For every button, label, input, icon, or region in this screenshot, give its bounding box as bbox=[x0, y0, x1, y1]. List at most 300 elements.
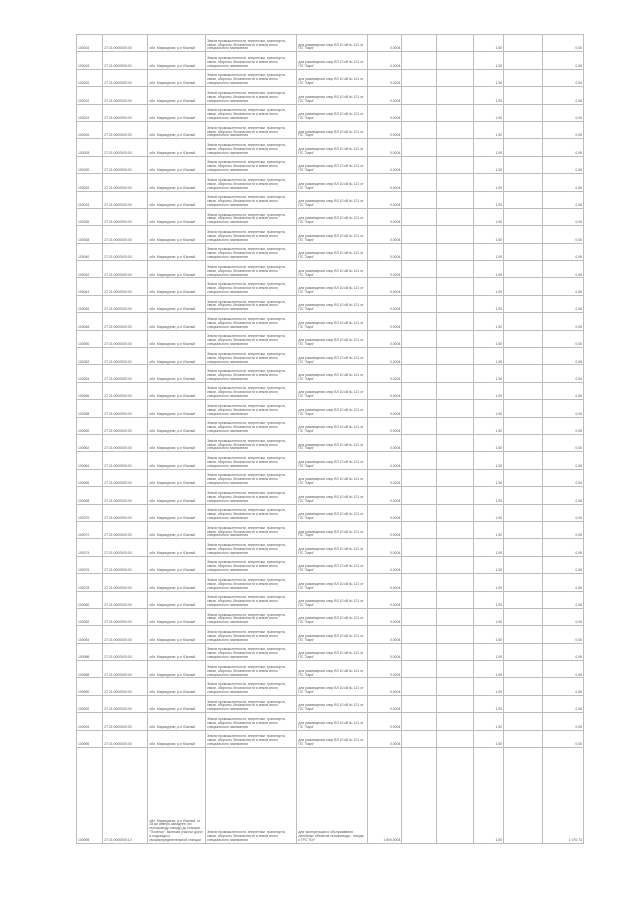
row-number-cell: 100054 bbox=[77, 365, 103, 382]
value-cell: 0,06 bbox=[542, 730, 583, 747]
address-cell: обл. Марикурган, р-н Южный bbox=[148, 487, 206, 504]
area-cell: 0,0004 bbox=[367, 69, 402, 86]
rate-cell: 1,50 bbox=[473, 104, 503, 121]
rate-cell: 1,50 bbox=[473, 52, 503, 69]
row-number-cell: 100080 bbox=[77, 591, 103, 608]
address-cell: обл. Марикурган, р-н Южный bbox=[148, 626, 206, 643]
row-number-cell: 100024 bbox=[77, 104, 103, 121]
land-category-cell: Земли промышленности, энергетики, транспорта, связи, обороны, безопасности и земли иного специального назначения bbox=[206, 278, 297, 295]
permitted-use-cell: для размещения опор ВЛ 10 кВ № 121 от ПС "Заря" bbox=[297, 661, 367, 678]
empty-cell bbox=[402, 348, 437, 365]
empty-cell bbox=[402, 539, 437, 556]
rate-cell: 1,50 bbox=[473, 521, 503, 538]
land-category-cell: Земли промышленности, энергетики, транспорта, связи, обороны, безопасности и земли иного специального назначения bbox=[206, 452, 297, 469]
row-number-cell: 100040 bbox=[77, 243, 103, 260]
address-cell: обл. Марикурган, р-н Южный bbox=[148, 434, 206, 451]
empty-cell bbox=[402, 382, 437, 399]
empty-cell bbox=[504, 382, 543, 399]
cadastral-number-cell: 27:21:0000000:00 bbox=[103, 695, 148, 712]
address-cell: обл. Марикурган, р-н Южный bbox=[148, 191, 206, 208]
empty-cell bbox=[402, 591, 437, 608]
row-number-cell: 100028 bbox=[77, 139, 103, 156]
rate-cell: 1,50 bbox=[473, 87, 503, 104]
empty-cell bbox=[504, 487, 543, 504]
empty-cell bbox=[504, 35, 543, 52]
row-number-cell: 100026 bbox=[77, 121, 103, 138]
value-cell: 0,06 bbox=[542, 556, 583, 573]
empty-cell bbox=[402, 208, 437, 225]
row-number-cell: 100094 bbox=[77, 713, 103, 730]
empty-cell bbox=[436, 713, 473, 730]
cadastral-number-cell: 27:21:0000000:00 bbox=[103, 626, 148, 643]
row-number-cell: 100044 bbox=[77, 278, 103, 295]
empty-cell bbox=[504, 556, 543, 573]
value-cell: 0,06 bbox=[542, 574, 583, 591]
address-cell: обл. Марикурган, р-н Южный bbox=[148, 330, 206, 347]
cadastral-number-cell: 27:21:0000000:00 bbox=[103, 382, 148, 399]
permitted-use-cell: для размещения опор ВЛ 10 кВ № 121 от ПС "Заря" bbox=[297, 191, 367, 208]
value-cell: 0,06 bbox=[542, 591, 583, 608]
empty-cell bbox=[504, 156, 543, 173]
area-cell: 0,0004 bbox=[367, 643, 402, 660]
empty-cell bbox=[504, 469, 543, 486]
cadastral-number-cell: 27:21:0000000:00 bbox=[103, 278, 148, 295]
table-row bbox=[77, 487, 584, 504]
rate-cell: 1,50 bbox=[473, 121, 503, 138]
empty-cell bbox=[504, 365, 543, 382]
address-cell: обл. Марикурган, р-н Южный bbox=[148, 35, 206, 52]
table-row bbox=[77, 626, 584, 643]
empty-cell bbox=[402, 434, 437, 451]
cadastral-number-cell: 27:21:0000000:00 bbox=[103, 330, 148, 347]
empty-cell bbox=[402, 643, 437, 660]
value-cell: 0,06 bbox=[542, 313, 583, 330]
area-cell: 0,0004 bbox=[367, 417, 402, 434]
value-cell: 0,06 bbox=[542, 504, 583, 521]
land-category-cell: Земли промышленности, энергетики, транспорта, связи, обороны, безопасности и земли иного специального назначения bbox=[206, 591, 297, 608]
row-number-cell: 100050 bbox=[77, 330, 103, 347]
row-number-cell: 100088 bbox=[77, 661, 103, 678]
row-number-cell: 100070 bbox=[77, 504, 103, 521]
permitted-use-cell: для размещения опор ВЛ 10 кВ № 121 от ПС "Заря" bbox=[297, 313, 367, 330]
empty-cell bbox=[402, 626, 437, 643]
permitted-use-cell: для размещения опор ВЛ 10 кВ № 121 от ПС "Заря" bbox=[297, 643, 367, 660]
land-category-cell: Земли промышленности, энергетики, транспорта, связи, обороны, безопасности и земли иного специального назначения bbox=[206, 574, 297, 591]
empty-cell bbox=[436, 417, 473, 434]
permitted-use-cell: для размещения опор ВЛ 10 кВ № 121 от ПС "Заря" bbox=[297, 35, 367, 52]
value-cell: 0,06 bbox=[542, 87, 583, 104]
empty-cell bbox=[504, 417, 543, 434]
value-cell: 0,06 bbox=[542, 365, 583, 382]
table-row bbox=[77, 574, 584, 591]
empty-cell bbox=[504, 348, 543, 365]
empty-cell bbox=[436, 243, 473, 260]
permitted-use-cell: для размещения опор ВЛ 10 кВ № 121 от ПС "Заря" bbox=[297, 69, 367, 86]
row-number-cell: 100036 bbox=[77, 208, 103, 225]
rate-cell: 1,50 bbox=[473, 69, 503, 86]
area-cell: 1 600,0004 bbox=[367, 748, 402, 844]
rate-cell: 1,50 bbox=[473, 261, 503, 278]
table-row bbox=[77, 174, 584, 191]
area-cell: 0,0004 bbox=[367, 713, 402, 730]
table-row bbox=[77, 330, 584, 347]
cadastral-number-cell: 27:21:0000000:00 bbox=[103, 295, 148, 312]
empty-cell bbox=[436, 174, 473, 191]
table-row bbox=[77, 313, 584, 330]
cadastral-number-cell: 27:21:0000000:00 bbox=[103, 730, 148, 747]
row-number-cell: 100038 bbox=[77, 226, 103, 243]
area-cell: 0,0004 bbox=[367, 35, 402, 52]
land-category-cell: Земли промышленности, энергетики, транспорта, связи, обороны, безопасности и земли иного специального назначения bbox=[206, 504, 297, 521]
land-category-cell: Земли промышленности, энергетики, транспорта, связи, обороны, безопасности и земли иного специального назначения bbox=[206, 730, 297, 747]
rate-cell: 1,50 bbox=[473, 382, 503, 399]
area-cell: 0,0004 bbox=[367, 678, 402, 695]
empty-cell bbox=[436, 313, 473, 330]
rate-cell: 1,50 bbox=[473, 678, 503, 695]
empty-cell bbox=[504, 521, 543, 538]
empty-cell bbox=[436, 591, 473, 608]
area-cell: 0,0004 bbox=[367, 504, 402, 521]
value-cell: 0,06 bbox=[542, 191, 583, 208]
empty-cell bbox=[504, 539, 543, 556]
rate-cell: 1,50 bbox=[473, 643, 503, 660]
land-category-cell: Земли промышленности, энергетики, транспорта, связи, обороны, безопасности и земли иного специального назначения bbox=[206, 174, 297, 191]
address-cell: обл. Марикурган, р-н Южный bbox=[148, 174, 206, 191]
row-number-cell: 100056 bbox=[77, 382, 103, 399]
empty-cell bbox=[402, 469, 437, 486]
rate-cell: 1,50 bbox=[473, 695, 503, 712]
permitted-use-cell: для размещения опор ВЛ 10 кВ № 121 от ПС "Заря" bbox=[297, 695, 367, 712]
cadastral-number-cell: 27:21:0000000:00 bbox=[103, 678, 148, 695]
cadastral-number-cell: 27:21:0000000:00 bbox=[103, 643, 148, 660]
empty-cell bbox=[504, 434, 543, 451]
land-category-cell: Земли промышленности, энергетики, транспорта, связи, обороны, безопасности и земли иного специального назначения bbox=[206, 608, 297, 625]
table-row bbox=[77, 521, 584, 538]
row-number-cell: 100060 bbox=[77, 417, 103, 434]
land-category-cell: Земли промышленности, энергетики, транспорта, связи, обороны, безопасности и земли иного специального назначения bbox=[206, 104, 297, 121]
address-cell: обл. Марикурган, р-н Южный bbox=[148, 121, 206, 138]
rate-cell: 1,50 bbox=[473, 626, 503, 643]
address-cell: обл. Марикурган, р-н Южный bbox=[148, 643, 206, 660]
cadastral-number-cell: 27:21:0000000:00 bbox=[103, 591, 148, 608]
area-cell: 0,0004 bbox=[367, 487, 402, 504]
table-row bbox=[77, 695, 584, 712]
permitted-use-cell: для размещения опор ВЛ 10 кВ № 121 от ПС "Заря" bbox=[297, 556, 367, 573]
empty-cell bbox=[504, 713, 543, 730]
empty-cell bbox=[402, 330, 437, 347]
empty-cell bbox=[402, 365, 437, 382]
row-number-cell: 100042 bbox=[77, 261, 103, 278]
table-row bbox=[77, 52, 584, 69]
empty-cell bbox=[436, 643, 473, 660]
land-category-cell: Земли промышленности, энергетики, транспорта, связи, обороны, безопасности и земли иного специального назначения bbox=[206, 539, 297, 556]
row-number-cell: 100032 bbox=[77, 174, 103, 191]
row-number-cell: 100062 bbox=[77, 434, 103, 451]
row-number-cell: 100096 bbox=[77, 730, 103, 747]
empty-cell bbox=[402, 487, 437, 504]
empty-cell bbox=[504, 174, 543, 191]
permitted-use-cell: для размещения опор ВЛ 10 кВ № 121 от ПС "Заря" bbox=[297, 121, 367, 138]
empty-cell bbox=[504, 139, 543, 156]
land-category-cell: Земли промышленности, энергетики, транспорта, связи, обороны, безопасности и земли иного специального назначения bbox=[206, 417, 297, 434]
empty-cell bbox=[436, 539, 473, 556]
empty-cell bbox=[436, 469, 473, 486]
area-cell: 0,0004 bbox=[367, 556, 402, 573]
address-cell: обл. Марикурган, р-н Южный bbox=[148, 208, 206, 225]
value-cell: 0,06 bbox=[542, 469, 583, 486]
address-cell: обл. Марикурган, р-н Южный bbox=[148, 87, 206, 104]
empty-cell bbox=[436, 156, 473, 173]
empty-cell bbox=[504, 330, 543, 347]
empty-cell bbox=[504, 243, 543, 260]
value-cell: 0,06 bbox=[542, 261, 583, 278]
rate-cell: 1,50 bbox=[473, 730, 503, 747]
row-number-cell: 100078 bbox=[77, 574, 103, 591]
empty-cell bbox=[436, 87, 473, 104]
row-number-cell: 100090 bbox=[77, 678, 103, 695]
empty-cell bbox=[436, 730, 473, 747]
table-row bbox=[77, 539, 584, 556]
row-number-cell: 100064 bbox=[77, 452, 103, 469]
rate-cell: 1,50 bbox=[473, 278, 503, 295]
area-cell: 0,0004 bbox=[367, 608, 402, 625]
empty-cell bbox=[402, 504, 437, 521]
cadastral-number-cell: 27:21:0000000:00 bbox=[103, 104, 148, 121]
empty-cell bbox=[504, 608, 543, 625]
empty-cell bbox=[504, 695, 543, 712]
empty-cell bbox=[504, 208, 543, 225]
value-cell: 0,06 bbox=[542, 330, 583, 347]
value-cell: 0,06 bbox=[542, 35, 583, 52]
land-category-cell: Земли промышленности, энергетики, транспорта, связи, обороны, безопасности и земли иного специального назначения bbox=[206, 469, 297, 486]
empty-cell bbox=[504, 261, 543, 278]
permitted-use-cell: для размещения опор ВЛ 10 кВ № 121 от ПС "Заря" bbox=[297, 713, 367, 730]
permitted-use-cell: для размещения опор ВЛ 10 кВ № 121 от ПС "Заря" bbox=[297, 278, 367, 295]
row-number-cell: 100018 bbox=[77, 52, 103, 69]
land-register-body bbox=[77, 35, 584, 844]
permitted-use-cell: для размещения опор ВЛ 10 кВ № 121 от ПС "Заря" bbox=[297, 400, 367, 417]
permitted-use-cell: для размещения опор ВЛ 10 кВ № 121 от ПС "Заря" bbox=[297, 243, 367, 260]
value-cell: 0,06 bbox=[542, 121, 583, 138]
rate-cell: 1,50 bbox=[473, 556, 503, 573]
permitted-use-cell: для размещения опор ВЛ 10 кВ № 121 от ПС "Заря" bbox=[297, 434, 367, 451]
area-cell: 0,0004 bbox=[367, 695, 402, 712]
land-category-cell: Земли промышленности, энергетики, транспорта, связи, обороны, безопасности и земли иного специального назначения bbox=[206, 330, 297, 347]
table-row bbox=[77, 295, 584, 312]
permitted-use-cell: для размещения опор ВЛ 10 кВ № 121 от ПС "Заря" bbox=[297, 608, 367, 625]
empty-cell bbox=[436, 348, 473, 365]
empty-cell bbox=[402, 261, 437, 278]
table-row bbox=[77, 87, 584, 104]
address-cell: обл. Марикурган, р-н Южный, от 28 км северо-западнее (по газопроводу-отводу) до станции "Поселок", включая участки дорог и подъезды к газораспределительной станции bbox=[148, 748, 206, 844]
empty-cell bbox=[402, 278, 437, 295]
value-cell: 0,06 bbox=[542, 626, 583, 643]
empty-cell bbox=[436, 574, 473, 591]
empty-cell bbox=[504, 87, 543, 104]
empty-cell bbox=[436, 556, 473, 573]
rate-cell: 1,50 bbox=[473, 295, 503, 312]
value-cell: 0,06 bbox=[542, 539, 583, 556]
table-row bbox=[77, 35, 584, 52]
permitted-use-cell: для размещения опор ВЛ 10 кВ № 121 от ПС "Заря" bbox=[297, 417, 367, 434]
empty-cell bbox=[504, 278, 543, 295]
rate-cell: 1,50 bbox=[473, 748, 503, 844]
land-category-cell: Земли промышленности, энергетики, транспорта, связи, обороны, безопасности и земли иного специального назначения bbox=[206, 226, 297, 243]
table-row bbox=[77, 365, 584, 382]
value-cell: 0,06 bbox=[542, 434, 583, 451]
rate-cell: 1,50 bbox=[473, 574, 503, 591]
permitted-use-cell: для размещения опор ВЛ 10 кВ № 121 от ПС "Заря" bbox=[297, 382, 367, 399]
permitted-use-cell: для размещения опор ВЛ 10 кВ № 121 от ПС "Заря" bbox=[297, 226, 367, 243]
row-number-cell: 100020 bbox=[77, 69, 103, 86]
table-row bbox=[77, 382, 584, 399]
land-category-cell: Земли промышленности, энергетики, транспорта, связи, обороны, безопасности и земли иного специального назначения bbox=[206, 35, 297, 52]
empty-cell bbox=[436, 661, 473, 678]
cadastral-number-cell: 27:21:0000000:10 bbox=[103, 748, 148, 844]
area-cell: 0,0004 bbox=[367, 87, 402, 104]
land-category-cell: Земли промышленности, энергетики, транспорта, связи, обороны, безопасности и земли иного специального назначения bbox=[206, 243, 297, 260]
empty-cell bbox=[436, 104, 473, 121]
row-number-cell: 100066 bbox=[77, 469, 103, 486]
value-cell: 0,06 bbox=[542, 452, 583, 469]
table-row bbox=[77, 156, 584, 173]
area-cell: 0,0004 bbox=[367, 156, 402, 173]
address-cell: обл. Марикурган, р-н Южный bbox=[148, 313, 206, 330]
row-number-cell: 100034 bbox=[77, 191, 103, 208]
land-category-cell: Земли промышленности, энергетики, транспорта, связи, обороны, безопасности и земли иного специального назначения bbox=[206, 626, 297, 643]
area-cell: 0,0004 bbox=[367, 365, 402, 382]
empty-cell bbox=[436, 261, 473, 278]
row-number-cell: 100098 bbox=[77, 748, 103, 844]
empty-cell bbox=[402, 521, 437, 538]
area-cell: 0,0004 bbox=[367, 591, 402, 608]
row-number-cell: 100072 bbox=[77, 521, 103, 538]
permitted-use-cell: для размещения опор ВЛ 10 кВ № 121 от ПС "Заря" bbox=[297, 487, 367, 504]
empty-cell bbox=[402, 661, 437, 678]
rate-cell: 1,50 bbox=[473, 487, 503, 504]
empty-cell bbox=[402, 313, 437, 330]
value-cell: 0,06 bbox=[542, 295, 583, 312]
empty-cell bbox=[504, 678, 543, 695]
land-category-cell: Земли промышленности, энергетики, транспорта, связи, обороны, безопасности и земли иного специального назначения bbox=[206, 261, 297, 278]
cadastral-number-cell: 27:21:0000000:00 bbox=[103, 713, 148, 730]
cadastral-number-cell: 27:21:0000000:00 bbox=[103, 608, 148, 625]
cadastral-number-cell: 27:21:0000000:00 bbox=[103, 574, 148, 591]
empty-cell bbox=[504, 661, 543, 678]
address-cell: обл. Марикурган, р-н Южный bbox=[148, 417, 206, 434]
table-row bbox=[77, 452, 584, 469]
cadastral-number-cell: 27:21:0000000:00 bbox=[103, 556, 148, 573]
cadastral-number-cell: 27:21:0000000:00 bbox=[103, 452, 148, 469]
value-cell: 0,06 bbox=[542, 174, 583, 191]
cadastral-number-cell: 27:21:0000000:00 bbox=[103, 87, 148, 104]
empty-cell bbox=[402, 52, 437, 69]
empty-cell bbox=[402, 156, 437, 173]
empty-cell bbox=[504, 121, 543, 138]
table-row bbox=[77, 608, 584, 625]
table-row bbox=[77, 730, 584, 747]
rate-cell: 1,50 bbox=[473, 191, 503, 208]
land-category-cell: Земли промышленности, энергетики, транспорта, связи, обороны, безопасности и земли иного специального назначения bbox=[206, 52, 297, 69]
empty-cell bbox=[436, 330, 473, 347]
register-sheet bbox=[76, 34, 584, 844]
table-row bbox=[77, 69, 584, 86]
address-cell: обл. Марикурган, р-н Южный bbox=[148, 661, 206, 678]
empty-cell bbox=[504, 504, 543, 521]
row-number-cell: 100048 bbox=[77, 313, 103, 330]
rate-cell: 1,50 bbox=[473, 330, 503, 347]
table-row bbox=[77, 469, 584, 486]
cadastral-number-cell: 27:21:0000000:00 bbox=[103, 208, 148, 225]
empty-cell bbox=[436, 382, 473, 399]
rate-cell: 1,50 bbox=[473, 434, 503, 451]
address-cell: обл. Марикурган, р-н Южный bbox=[148, 521, 206, 538]
table-row bbox=[77, 348, 584, 365]
value-cell: 0,06 bbox=[542, 695, 583, 712]
empty-cell bbox=[436, 121, 473, 138]
rate-cell: 1,50 bbox=[473, 400, 503, 417]
address-cell: обл. Марикурган, р-н Южный bbox=[148, 69, 206, 86]
cadastral-number-cell: 27:21:0000000:00 bbox=[103, 469, 148, 486]
value-cell: 0,06 bbox=[542, 608, 583, 625]
empty-cell bbox=[504, 626, 543, 643]
address-cell: обл. Марикурган, р-н Южный bbox=[148, 139, 206, 156]
table-row bbox=[77, 661, 584, 678]
row-number-cell: 100086 bbox=[77, 643, 103, 660]
area-cell: 0,0004 bbox=[367, 348, 402, 365]
address-cell: обл. Марикурган, р-н Южный bbox=[148, 556, 206, 573]
cadastral-number-cell: 27:21:0000000:00 bbox=[103, 52, 148, 69]
empty-cell bbox=[436, 295, 473, 312]
value-cell: 0,06 bbox=[542, 104, 583, 121]
value-cell: 0,06 bbox=[542, 661, 583, 678]
permitted-use-cell: для размещения опор ВЛ 10 кВ № 121 от ПС "Заря" bbox=[297, 678, 367, 695]
land-category-cell: Земли промышленности, энергетики, транспорта, связи, обороны, безопасности и земли иного специального назначения bbox=[206, 643, 297, 660]
empty-cell bbox=[436, 452, 473, 469]
empty-cell bbox=[402, 139, 437, 156]
empty-cell bbox=[436, 400, 473, 417]
empty-cell bbox=[436, 626, 473, 643]
land-category-cell: Земли промышленности, энергетики, транспорта, связи, обороны, безопасности и земли иного специального назначения bbox=[206, 695, 297, 712]
empty-cell bbox=[402, 35, 437, 52]
area-cell: 0,0004 bbox=[367, 313, 402, 330]
land-category-cell: Земли промышленности, энергетики, транспорта, связи, обороны, безопасности и земли иного специального назначения bbox=[206, 156, 297, 173]
rate-cell: 1,50 bbox=[473, 139, 503, 156]
row-number-cell: 100052 bbox=[77, 348, 103, 365]
permitted-use-cell: для размещения опор ВЛ 10 кВ № 121 от ПС "Заря" bbox=[297, 261, 367, 278]
table-row bbox=[77, 400, 584, 417]
land-category-cell: Земли промышленности, энергетики, транспорта, связи, обороны, безопасности и земли иного специального назначения bbox=[206, 191, 297, 208]
value-cell: 0,06 bbox=[542, 208, 583, 225]
land-category-cell: Земли промышленности, энергетики, транспорта, связи, обороны, безопасности и земли иного специального назначения bbox=[206, 365, 297, 382]
empty-cell bbox=[436, 365, 473, 382]
empty-cell bbox=[436, 226, 473, 243]
cadastral-number-cell: 27:21:0000000:00 bbox=[103, 313, 148, 330]
address-cell: обл. Марикурган, р-н Южный bbox=[148, 400, 206, 417]
empty-cell bbox=[504, 748, 543, 844]
value-cell: 0,06 bbox=[542, 487, 583, 504]
empty-cell bbox=[402, 713, 437, 730]
empty-cell bbox=[436, 487, 473, 504]
empty-cell bbox=[436, 139, 473, 156]
cadastral-number-cell: 27:21:0000000:00 bbox=[103, 434, 148, 451]
area-cell: 0,0004 bbox=[367, 261, 402, 278]
permitted-use-cell: для размещения опор ВЛ 10 кВ № 121 от ПС "Заря" bbox=[297, 521, 367, 538]
cadastral-number-cell: 27:21:0000000:00 bbox=[103, 521, 148, 538]
rate-cell: 1,50 bbox=[473, 591, 503, 608]
cadastral-number-cell: 27:21:0000000:00 bbox=[103, 487, 148, 504]
rate-cell: 1,50 bbox=[473, 452, 503, 469]
